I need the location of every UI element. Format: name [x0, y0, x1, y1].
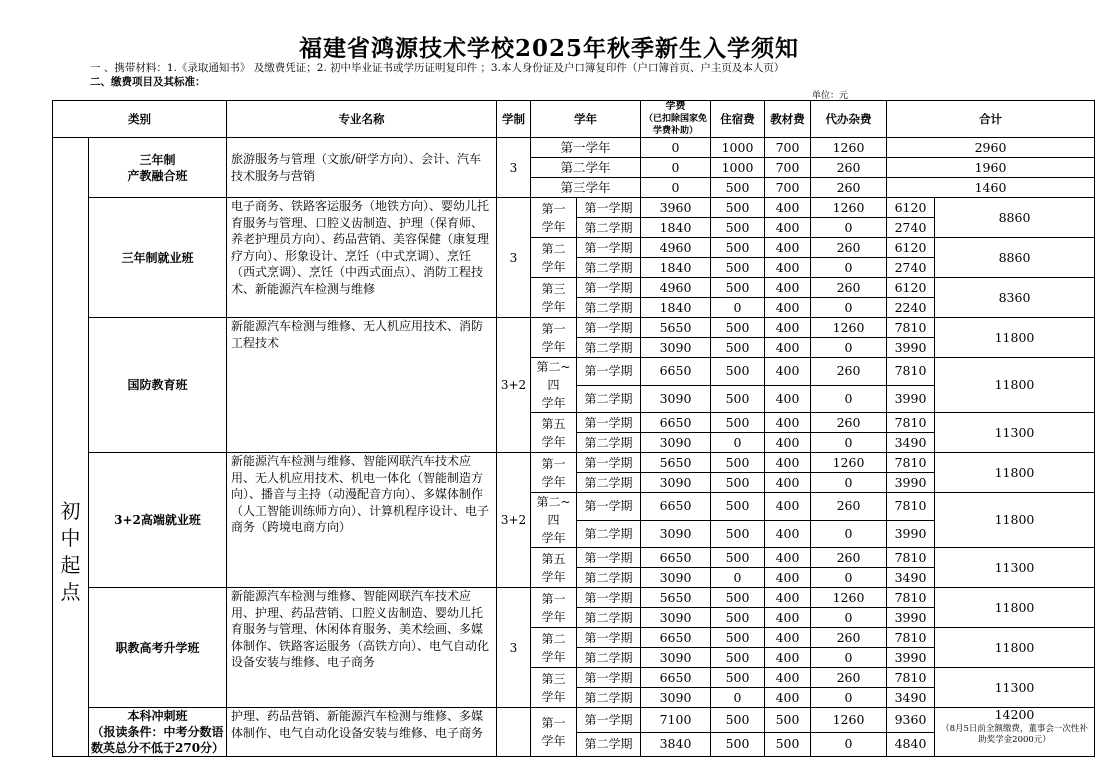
fee-table — [52, 100, 1095, 757]
books-cell: 400 — [765, 628, 811, 648]
subtotal-cell: 7810 — [887, 318, 935, 338]
class-name: 三年制就业班 — [89, 198, 227, 318]
duration: 3 — [497, 138, 531, 198]
term-label: 第二学期 — [577, 648, 641, 668]
year-total-cell: 8860 — [935, 238, 1095, 278]
year-label: 第一 学年 — [531, 588, 577, 628]
subtotal-cell: 3990 — [887, 338, 935, 358]
books-cell: 400 — [765, 338, 811, 358]
year-total-cell — [935, 708, 1095, 757]
table-row — [53, 453, 1095, 473]
lodging-cell: 1000 — [711, 138, 765, 158]
term-label: 第二学期 — [577, 298, 641, 318]
year-total-cell: 11800 — [935, 358, 1095, 413]
year-label: 第三学年 — [531, 178, 641, 198]
class-condition: （报读条件：中考分数语数英总分不低于270分） — [91, 725, 225, 755]
lodging-cell: 500 — [711, 385, 765, 413]
subtotal-cell: 3490 — [887, 688, 935, 708]
subtotal-cell: 2240 — [887, 298, 935, 318]
term-label: 第二学期 — [577, 433, 641, 453]
lodging-cell: 500 — [711, 218, 765, 238]
lodging-cell: 0 — [711, 688, 765, 708]
materials-line: 一 、携带材料：1.《录取通知书》 及缴费凭证；2. 初中毕业证书或学历证明复印件 ；3.本人身份证及户口簿复印件（户口簿首页、户主页及本人页） — [90, 62, 785, 74]
misc-cell: 0 — [811, 688, 887, 708]
books-cell: 400 — [765, 218, 811, 238]
tuition-cell: 6650 — [641, 628, 711, 648]
table-row — [53, 318, 1095, 338]
tuition-cell: 3090 — [641, 648, 711, 668]
books-cell: 700 — [765, 158, 811, 178]
header-tuition — [641, 101, 711, 138]
subtotal-cell: 6120 — [887, 198, 935, 218]
lodging-cell: 500 — [711, 198, 765, 218]
misc-cell: 260 — [811, 238, 887, 258]
tuition-cell: 3090 — [641, 608, 711, 628]
term-label: 第二学期 — [577, 473, 641, 493]
misc-cell: 1260 — [811, 318, 887, 338]
term-label: 第一学期 — [577, 413, 641, 433]
table-row — [53, 588, 1095, 608]
lodging-cell: 500 — [711, 708, 765, 733]
subtotal-cell: 7810 — [887, 358, 935, 386]
misc-cell: 260 — [811, 278, 887, 298]
year-total-cell: 11300 — [935, 548, 1095, 588]
lodging-cell: 500 — [711, 608, 765, 628]
fees-heading: 二、缴费项目及其标准： — [90, 76, 206, 88]
lodging-cell: 500 — [711, 178, 765, 198]
major-list: 旅游服务与管理（文旅/研学方向）、会计、汽车技术服务与营销 — [227, 138, 497, 198]
books-cell: 700 — [765, 178, 811, 198]
misc-cell: 0 — [811, 258, 887, 278]
tuition-cell: 4960 — [641, 278, 711, 298]
year-label: 第五 学年 — [531, 413, 577, 453]
year-label: 第二~四 学年 — [531, 358, 577, 413]
misc-cell: 0 — [811, 520, 887, 548]
lodging-cell: 0 — [711, 433, 765, 453]
misc-cell: 260 — [811, 413, 887, 433]
term-label: 第二学期 — [577, 688, 641, 708]
books-cell: 400 — [765, 520, 811, 548]
duration: 3+2 — [497, 453, 531, 588]
header-row — [53, 101, 1095, 138]
lodging-cell: 500 — [711, 520, 765, 548]
books-cell: 400 — [765, 278, 811, 298]
books-cell: 400 — [765, 648, 811, 668]
misc-cell: 0 — [811, 648, 887, 668]
misc-cell: 0 — [811, 473, 887, 493]
subtotal-cell: 3990 — [887, 608, 935, 628]
lodging-cell: 500 — [711, 473, 765, 493]
tuition-cell: 3090 — [641, 338, 711, 358]
term-label: 第二学期 — [577, 385, 641, 413]
tuition-cell: 6650 — [641, 548, 711, 568]
tuition-cell: 7100 — [641, 708, 711, 733]
books-cell: 400 — [765, 668, 811, 688]
tuition-cell: 3090 — [641, 688, 711, 708]
term-label: 第二学期 — [577, 608, 641, 628]
tuition-cell: 6650 — [641, 358, 711, 386]
header-misc: 代办杂费 — [811, 101, 887, 138]
misc-cell: 1260 — [811, 138, 887, 158]
books-cell: 700 — [765, 138, 811, 158]
misc-cell: 0 — [811, 338, 887, 358]
lodging-cell: 500 — [711, 588, 765, 608]
duration — [497, 708, 531, 757]
total-cell: 1960 — [887, 158, 1095, 178]
tuition-cell: 0 — [641, 158, 711, 178]
misc-cell: 0 — [811, 568, 887, 588]
misc-cell: 0 — [811, 218, 887, 238]
tuition-cell: 6650 — [641, 668, 711, 688]
header-lodging: 住宿费 — [711, 101, 765, 138]
subtotal-cell: 2740 — [887, 218, 935, 238]
year-total-cell: 11800 — [935, 493, 1095, 548]
year-label: 第二~四 学年 — [531, 493, 577, 548]
tuition-cell: 0 — [641, 138, 711, 158]
unit-label: 单位：元 — [812, 91, 849, 101]
lodging-cell: 0 — [711, 568, 765, 588]
books-cell: 400 — [765, 433, 811, 453]
header-major: 专业名称 — [227, 101, 497, 138]
table-row — [53, 138, 1095, 158]
books-cell: 400 — [765, 473, 811, 493]
tuition-cell: 1840 — [641, 258, 711, 278]
books-cell: 400 — [765, 453, 811, 473]
tuition-cell: 3840 — [641, 732, 711, 757]
header-books: 教材费 — [765, 101, 811, 138]
major-list: 新能源汽车检测与维修、无人机应用技术、消防工程技术 — [227, 318, 497, 453]
tuition-cell: 1840 — [641, 298, 711, 318]
lodging-cell: 500 — [711, 668, 765, 688]
term-label: 第二学期 — [577, 258, 641, 278]
lodging-cell: 500 — [711, 648, 765, 668]
tuition-cell: 6650 — [641, 413, 711, 433]
tuition-cell: 5650 — [641, 453, 711, 473]
term-label: 第一学期 — [577, 198, 641, 218]
misc-cell: 0 — [811, 298, 887, 318]
lodging-cell: 500 — [711, 453, 765, 473]
misc-cell: 0 — [811, 385, 887, 413]
duration: 3+2 — [497, 318, 531, 453]
books-cell: 400 — [765, 588, 811, 608]
misc-cell: 0 — [811, 608, 887, 628]
misc-cell: 260 — [811, 178, 887, 198]
header-category: 类别 — [53, 101, 227, 138]
table-row — [53, 198, 1095, 218]
subtotal-cell: 7810 — [887, 668, 935, 688]
subtotal-cell: 3990 — [887, 473, 935, 493]
year-label: 第一 学年 — [531, 453, 577, 493]
subtotal-cell: 3990 — [887, 385, 935, 413]
books-cell: 400 — [765, 385, 811, 413]
tuition-cell: 4960 — [641, 238, 711, 258]
tuition-cell: 0 — [641, 178, 711, 198]
subtotal-cell: 7810 — [887, 548, 935, 568]
books-cell: 400 — [765, 358, 811, 386]
books-cell: 400 — [765, 238, 811, 258]
side-label: 初中起点 — [53, 138, 89, 757]
lodging-cell: 500 — [711, 258, 765, 278]
year-label: 第一学年 — [531, 138, 641, 158]
header-duration: 学制 — [497, 101, 531, 138]
year-total-cell: 11800 — [935, 318, 1095, 358]
year-total-cell: 8360 — [935, 278, 1095, 318]
year-total-value: 14200 — [994, 707, 1035, 722]
tuition-cell: 1840 — [641, 218, 711, 238]
term-label: 第一学期 — [577, 318, 641, 338]
term-label: 第二学期 — [577, 338, 641, 358]
year-label: 第二学年 — [531, 158, 641, 178]
year-total-cell: 11800 — [935, 628, 1095, 668]
subtotal-cell: 3490 — [887, 568, 935, 588]
books-cell: 400 — [765, 608, 811, 628]
subtotal-cell: 7810 — [887, 453, 935, 473]
term-label: 第一学期 — [577, 708, 641, 733]
subtotal-cell: 7810 — [887, 628, 935, 648]
subtotal-cell: 6120 — [887, 238, 935, 258]
lodging-cell: 1000 — [711, 158, 765, 178]
subtotal-cell: 3990 — [887, 648, 935, 668]
term-label: 第二学期 — [577, 732, 641, 757]
duration: 3 — [497, 198, 531, 318]
tuition-cell: 3960 — [641, 198, 711, 218]
major-list: 新能源汽车检测与维修、智能网联汽车技术应用、护理、药品营销、口腔义齿制造、婴幼儿托育服务与管理、休闲体育服务、美术绘画、多媒体制作、铁路客运服务（高铁方向）、电气自动化设备安装与维修、电子商务 — [227, 588, 497, 708]
tuition-cell: 3090 — [641, 568, 711, 588]
term-label: 第一学期 — [577, 453, 641, 473]
class-name — [89, 708, 227, 757]
year-total-note: （8月5日前全额缴费，董事会一次性补助奖学金2000元） — [941, 724, 1088, 745]
books-cell: 400 — [765, 493, 811, 521]
year-label: 第三 学年 — [531, 668, 577, 708]
class-name: 国防教育班 — [89, 318, 227, 453]
lodging-cell: 0 — [711, 298, 765, 318]
year-label: 第一 学年 — [531, 708, 577, 757]
header-tuition-note: （已扣除国家免学费补助） — [643, 114, 707, 136]
books-cell: 400 — [765, 413, 811, 433]
misc-cell: 260 — [811, 548, 887, 568]
lodging-cell: 500 — [711, 413, 765, 433]
year-label: 第一 学年 — [531, 318, 577, 358]
major-list: 电子商务、铁路客运服务（地铁方向）、婴幼儿托育服务与管理、口腔义齿制造、护理（保育师、养老护理员方向）、药品营销、美容保健（康复理疗方向）、形象设计、烹饪（中式烹调）、烹饪（西式烹调）、烹饪（中西式面点）、消防工程技术、新能源汽车检测与维修 — [227, 198, 497, 318]
year-label: 第二 学年 — [531, 238, 577, 278]
year-total-cell: 11300 — [935, 668, 1095, 708]
major-list: 护理、药品营销、新能源汽车检测与维修、多媒体制作、电气自动化设备安装与维修、电子商务 — [227, 708, 497, 757]
misc-cell: 260 — [811, 158, 887, 178]
subtotal-cell: 7810 — [887, 588, 935, 608]
misc-cell: 0 — [811, 732, 887, 757]
books-cell: 500 — [765, 732, 811, 757]
lodging-cell: 500 — [711, 628, 765, 648]
class-name-label: 本科冲刺班 — [127, 709, 188, 723]
subtotal-cell: 2740 — [887, 258, 935, 278]
lodging-cell: 500 — [711, 358, 765, 386]
lodging-cell: 500 — [711, 278, 765, 298]
lodging-cell: 500 — [711, 338, 765, 358]
term-label: 第一学期 — [577, 588, 641, 608]
table-row — [53, 708, 1095, 733]
tuition-cell: 3090 — [641, 520, 711, 548]
term-label: 第一学期 — [577, 278, 641, 298]
tuition-cell: 5650 — [641, 318, 711, 338]
subtotal-cell: 7810 — [887, 493, 935, 521]
year-total-cell: 8860 — [935, 198, 1095, 238]
term-label: 第二学期 — [577, 520, 641, 548]
misc-cell: 1260 — [811, 198, 887, 218]
tuition-cell: 6650 — [641, 493, 711, 521]
term-label: 第一学期 — [577, 493, 641, 521]
major-list: 新能源汽车检测与维修、智能网联汽车技术应用、无人机应用技术、机电一体化（智能制造方向）、播音与主持（动漫配音方向）、多媒体制作（人工智能训练师方向）、计算机程序设计、电子商务（跨境电商方向） — [227, 453, 497, 588]
misc-cell: 1260 — [811, 453, 887, 473]
lodging-cell: 500 — [711, 732, 765, 757]
term-label: 第二学期 — [577, 568, 641, 588]
term-label: 第一学期 — [577, 548, 641, 568]
term-label: 第二学期 — [577, 218, 641, 238]
books-cell: 400 — [765, 258, 811, 278]
books-cell: 400 — [765, 198, 811, 218]
year-total-cell: 11800 — [935, 588, 1095, 628]
misc-cell: 1260 — [811, 588, 887, 608]
term-label: 第一学期 — [577, 238, 641, 258]
year-total-cell: 11800 — [935, 453, 1095, 493]
tuition-cell: 3090 — [641, 385, 711, 413]
header-tuition-label: 学费 — [665, 101, 686, 112]
books-cell: 400 — [765, 548, 811, 568]
term-label: 第一学期 — [577, 628, 641, 648]
year-label: 第五 学年 — [531, 548, 577, 588]
subtotal-cell: 7810 — [887, 413, 935, 433]
duration: 3 — [497, 588, 531, 708]
tuition-cell: 3090 — [641, 433, 711, 453]
total-cell: 1460 — [887, 178, 1095, 198]
year-total-cell: 11300 — [935, 413, 1095, 453]
subtotal-cell: 9360 — [887, 708, 935, 733]
books-cell: 400 — [765, 688, 811, 708]
misc-cell: 260 — [811, 358, 887, 386]
class-name: 职教高考升学班 — [89, 588, 227, 708]
tuition-cell: 5650 — [641, 588, 711, 608]
year-label: 第三 学年 — [531, 278, 577, 318]
misc-cell: 260 — [811, 628, 887, 648]
subtotal-cell: 3990 — [887, 520, 935, 548]
year-label: 第二 学年 — [531, 628, 577, 668]
misc-cell: 1260 — [811, 708, 887, 733]
books-cell: 500 — [765, 708, 811, 733]
header-year: 学年 — [531, 101, 641, 138]
term-label: 第一学期 — [577, 668, 641, 688]
term-label: 第一学期 — [577, 358, 641, 386]
tuition-cell: 3090 — [641, 473, 711, 493]
total-cell: 2960 — [887, 138, 1095, 158]
books-cell: 400 — [765, 318, 811, 338]
header-total: 合计 — [887, 101, 1095, 138]
class-name: 三年制 产教融合班 — [89, 138, 227, 198]
year-label: 第一 学年 — [531, 198, 577, 238]
misc-cell: 260 — [811, 493, 887, 521]
subtotal-cell: 3490 — [887, 433, 935, 453]
class-name: 3+2高端就业班 — [89, 453, 227, 588]
lodging-cell: 500 — [711, 493, 765, 521]
misc-cell: 260 — [811, 668, 887, 688]
lodging-cell: 500 — [711, 548, 765, 568]
subtotal-cell: 4840 — [887, 732, 935, 757]
page-title: 福建省鸿源技术学校2025年秋季新生入学须知 — [298, 35, 799, 62]
misc-cell: 0 — [811, 433, 887, 453]
lodging-cell: 500 — [711, 238, 765, 258]
subtotal-cell: 6120 — [887, 278, 935, 298]
lodging-cell: 500 — [711, 318, 765, 338]
books-cell: 400 — [765, 568, 811, 588]
books-cell: 400 — [765, 298, 811, 318]
